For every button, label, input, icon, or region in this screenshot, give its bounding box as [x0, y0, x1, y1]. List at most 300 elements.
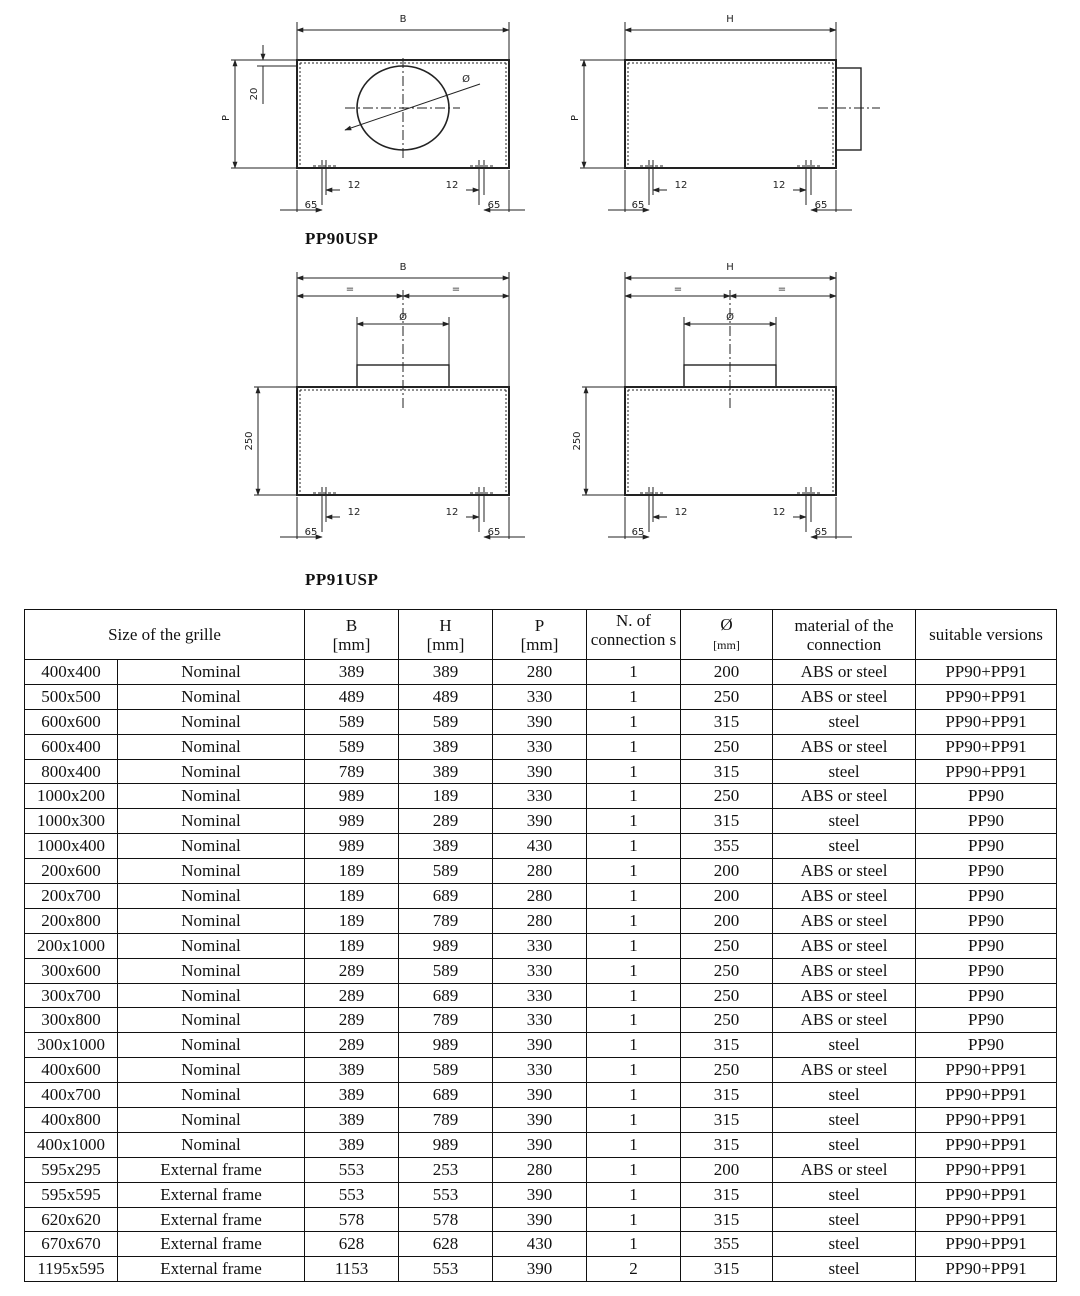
- pp91-side-view: [572, 262, 852, 539]
- table-row: [25, 1033, 1057, 1058]
- cell-h: 989: [399, 1033, 493, 1058]
- table-row: [25, 809, 1057, 834]
- cell-material: ABS or steel: [773, 983, 916, 1008]
- cell-material: steel: [773, 809, 916, 834]
- cell-p: 390: [493, 1033, 587, 1058]
- cell-b: 189: [305, 908, 399, 933]
- pp91-front-half-left: =: [345, 284, 355, 295]
- cell-diameter: 250: [681, 784, 773, 809]
- cell-material: steel: [773, 1232, 916, 1257]
- pp90-side-edge-left: 65: [631, 200, 645, 211]
- table-row: [25, 1157, 1057, 1182]
- cell-type: Nominal: [118, 958, 305, 983]
- cell-versions: PP90+PP91: [916, 1058, 1057, 1083]
- cell-h: 553: [399, 1182, 493, 1207]
- cell-b: 189: [305, 933, 399, 958]
- pp91-front-height-label: 250: [244, 431, 255, 451]
- cell-material: ABS or steel: [773, 1157, 916, 1182]
- cell-type: Nominal: [118, 809, 305, 834]
- cell-p: 330: [493, 684, 587, 709]
- cell-b: 289: [305, 983, 399, 1008]
- cell-p: 390: [493, 1108, 587, 1133]
- table-row: [25, 1232, 1057, 1257]
- pp90-front-view: [221, 14, 525, 212]
- cell-size: 1000x200: [25, 784, 118, 809]
- cell-versions: PP90+PP91: [916, 1207, 1057, 1232]
- cell-h: 389: [399, 660, 493, 685]
- pp91-front-width-label: B: [399, 262, 407, 273]
- pp90-front-edge-left: 65: [304, 200, 318, 211]
- cell-size: 1000x300: [25, 809, 118, 834]
- cell-type: Nominal: [118, 784, 305, 809]
- cell-size: 400x400: [25, 660, 118, 685]
- cell-diameter: 250: [681, 983, 773, 1008]
- cell-connections: 1: [587, 809, 681, 834]
- cell-p: 390: [493, 1083, 587, 1108]
- cell-p: 390: [493, 809, 587, 834]
- cell-material: steel: [773, 1033, 916, 1058]
- cell-material: steel: [773, 1132, 916, 1157]
- cell-versions: PP90+PP91: [916, 660, 1057, 685]
- cell-versions: PP90+PP91: [916, 684, 1057, 709]
- cell-size: 670x670: [25, 1232, 118, 1257]
- cell-connections: 1: [587, 1083, 681, 1108]
- cell-versions: PP90+PP91: [916, 759, 1057, 784]
- cell-p: 280: [493, 859, 587, 884]
- cell-p: 430: [493, 834, 587, 859]
- cell-connections: 1: [587, 784, 681, 809]
- cell-size: 600x600: [25, 709, 118, 734]
- cell-diameter: 315: [681, 759, 773, 784]
- cell-versions: PP90+PP91: [916, 1182, 1057, 1207]
- table-row: [25, 1182, 1057, 1207]
- cell-material: steel: [773, 1257, 916, 1282]
- cell-b: 189: [305, 859, 399, 884]
- header-p: P [mm]: [493, 610, 587, 660]
- cell-versions: PP90: [916, 908, 1057, 933]
- cell-material: steel: [773, 759, 916, 784]
- cell-versions: PP90+PP91: [916, 1257, 1057, 1282]
- table-row: [25, 933, 1057, 958]
- table-row: [25, 859, 1057, 884]
- cell-size: 620x620: [25, 1207, 118, 1232]
- cell-h: 589: [399, 958, 493, 983]
- cell-p: 280: [493, 908, 587, 933]
- cell-type: Nominal: [118, 1058, 305, 1083]
- cell-diameter: 315: [681, 1132, 773, 1157]
- cell-diameter: 200: [681, 859, 773, 884]
- cell-versions: PP90: [916, 933, 1057, 958]
- cell-type: External frame: [118, 1182, 305, 1207]
- cell-versions: PP90+PP91: [916, 1132, 1057, 1157]
- cell-b: 589: [305, 734, 399, 759]
- cell-b: 289: [305, 958, 399, 983]
- cell-material: ABS or steel: [773, 933, 916, 958]
- cell-size: 400x700: [25, 1083, 118, 1108]
- cell-size: 400x600: [25, 1058, 118, 1083]
- cell-material: ABS or steel: [773, 684, 916, 709]
- cell-connections: 1: [587, 1008, 681, 1033]
- cell-p: 390: [493, 1207, 587, 1232]
- cell-connections: 1: [587, 709, 681, 734]
- grille-spec-table: [24, 609, 1057, 1282]
- cell-diameter: 315: [681, 1182, 773, 1207]
- cell-h: 389: [399, 834, 493, 859]
- cell-type: Nominal: [118, 908, 305, 933]
- cell-p: 390: [493, 1257, 587, 1282]
- cell-b: 553: [305, 1182, 399, 1207]
- cell-p: 330: [493, 734, 587, 759]
- pp91-front-view: [244, 262, 525, 539]
- cell-connections: 1: [587, 1058, 681, 1083]
- cell-b: 589: [305, 709, 399, 734]
- cell-material: ABS or steel: [773, 1008, 916, 1033]
- cell-b: 789: [305, 759, 399, 784]
- cell-b: 389: [305, 660, 399, 685]
- cell-size: 300x800: [25, 1008, 118, 1033]
- pp90-front-gap-right: 12: [445, 180, 459, 191]
- technical-drawings: [0, 0, 1080, 600]
- cell-size: 1000x400: [25, 834, 118, 859]
- cell-connections: 1: [587, 1207, 681, 1232]
- pp91-side-half-right: =: [777, 284, 787, 295]
- cell-type: Nominal: [118, 759, 305, 784]
- cell-p: 330: [493, 958, 587, 983]
- cell-h: 578: [399, 1207, 493, 1232]
- cell-type: External frame: [118, 1232, 305, 1257]
- cell-b: 389: [305, 1083, 399, 1108]
- table-header-row: [25, 610, 1057, 660]
- cell-type: Nominal: [118, 1033, 305, 1058]
- cell-h: 689: [399, 1083, 493, 1108]
- pp90-front-width-label: B: [399, 14, 407, 25]
- table-row: [25, 734, 1057, 759]
- cell-b: 989: [305, 784, 399, 809]
- cell-type: Nominal: [118, 983, 305, 1008]
- cell-h: 589: [399, 1058, 493, 1083]
- cell-versions: PP90+PP91: [916, 1232, 1057, 1257]
- pp90-front-diameter-label: Ø: [462, 74, 470, 85]
- cell-b: 989: [305, 809, 399, 834]
- cell-type: Nominal: [118, 1132, 305, 1157]
- cell-connections: 2: [587, 1257, 681, 1282]
- pp91-side-gap-right: 12: [772, 507, 786, 518]
- cell-diameter: 355: [681, 1232, 773, 1257]
- cell-p: 280: [493, 660, 587, 685]
- cell-versions: PP90+PP91: [916, 1157, 1057, 1182]
- cell-h: 789: [399, 908, 493, 933]
- pp91-model-title: PP91USP: [305, 570, 379, 589]
- cell-versions: PP90+PP91: [916, 734, 1057, 759]
- header-h: H [mm]: [399, 610, 493, 660]
- cell-type: Nominal: [118, 884, 305, 909]
- cell-connections: 1: [587, 1232, 681, 1257]
- pp91-side-height-label: 250: [572, 431, 583, 451]
- cell-versions: PP90: [916, 809, 1057, 834]
- cell-connections: 1: [587, 660, 681, 685]
- cell-diameter: 315: [681, 1108, 773, 1133]
- table-row: [25, 660, 1057, 685]
- cell-h: 189: [399, 784, 493, 809]
- cell-size: 1195x595: [25, 1257, 118, 1282]
- header-material: material of the connection: [773, 610, 916, 660]
- cell-p: 330: [493, 1008, 587, 1033]
- cell-diameter: 315: [681, 709, 773, 734]
- cell-connections: 1: [587, 684, 681, 709]
- cell-h: 689: [399, 983, 493, 1008]
- table-row: [25, 1083, 1057, 1108]
- cell-connections: 1: [587, 1182, 681, 1207]
- cell-h: 589: [399, 859, 493, 884]
- cell-diameter: 315: [681, 1083, 773, 1108]
- table-row: [25, 684, 1057, 709]
- cell-p: 330: [493, 1058, 587, 1083]
- cell-connections: 1: [587, 734, 681, 759]
- cell-connections: 1: [587, 1132, 681, 1157]
- pp91-side-half-left: =: [673, 284, 683, 295]
- cell-versions: PP90: [916, 884, 1057, 909]
- cell-versions: PP90: [916, 784, 1057, 809]
- cell-material: ABS or steel: [773, 908, 916, 933]
- cell-connections: 1: [587, 983, 681, 1008]
- cell-type: External frame: [118, 1157, 305, 1182]
- table-row: [25, 1132, 1057, 1157]
- cell-b: 389: [305, 1058, 399, 1083]
- pp90-model-title: PP90USP: [305, 229, 379, 248]
- cell-versions: PP90+PP91: [916, 1108, 1057, 1133]
- cell-size: 200x1000: [25, 933, 118, 958]
- cell-material: ABS or steel: [773, 884, 916, 909]
- header-connections: N. of connection s: [587, 610, 681, 660]
- cell-versions: PP90+PP91: [916, 709, 1057, 734]
- cell-type: Nominal: [118, 709, 305, 734]
- cell-size: 400x1000: [25, 1132, 118, 1157]
- pp91-side-diameter-label: Ø: [726, 312, 734, 323]
- cell-type: Nominal: [118, 1108, 305, 1133]
- header-diameter: Ø [mm]: [681, 610, 773, 660]
- cell-h: 989: [399, 1132, 493, 1157]
- cell-connections: 1: [587, 884, 681, 909]
- cell-connections: 1: [587, 908, 681, 933]
- pp90-front-offset-label: 20: [249, 87, 260, 101]
- pp90-side-width-label: H: [726, 14, 734, 25]
- cell-p: 390: [493, 1132, 587, 1157]
- cell-h: 789: [399, 1108, 493, 1133]
- cell-size: 300x600: [25, 958, 118, 983]
- cell-size: 595x595: [25, 1182, 118, 1207]
- cell-diameter: 315: [681, 809, 773, 834]
- cell-size: 200x800: [25, 908, 118, 933]
- cell-diameter: 200: [681, 908, 773, 933]
- cell-material: ABS or steel: [773, 660, 916, 685]
- cell-h: 389: [399, 759, 493, 784]
- cell-material: steel: [773, 709, 916, 734]
- cell-diameter: 250: [681, 684, 773, 709]
- table-row: [25, 884, 1057, 909]
- cell-type: Nominal: [118, 660, 305, 685]
- cell-versions: PP90: [916, 1033, 1057, 1058]
- cell-p: 330: [493, 784, 587, 809]
- cell-b: 578: [305, 1207, 399, 1232]
- cell-h: 589: [399, 709, 493, 734]
- cell-versions: PP90: [916, 834, 1057, 859]
- cell-versions: PP90: [916, 1008, 1057, 1033]
- cell-type: Nominal: [118, 1083, 305, 1108]
- cell-diameter: 315: [681, 1033, 773, 1058]
- pp91-front-gap-right: 12: [445, 507, 459, 518]
- cell-diameter: 315: [681, 1257, 773, 1282]
- cell-connections: 1: [587, 1157, 681, 1182]
- cell-connections: 1: [587, 1033, 681, 1058]
- cell-connections: 1: [587, 759, 681, 784]
- header-versions: suitable versions: [916, 610, 1057, 660]
- pp91-front-edge-right: 65: [487, 527, 501, 538]
- cell-type: Nominal: [118, 1008, 305, 1033]
- cell-p: 330: [493, 983, 587, 1008]
- pp91-side-edge-right: 65: [814, 527, 828, 538]
- cell-connections: 1: [587, 958, 681, 983]
- cell-p: 390: [493, 759, 587, 784]
- cell-h: 628: [399, 1232, 493, 1257]
- cell-b: 553: [305, 1157, 399, 1182]
- header-size: Size of the grille: [25, 610, 305, 660]
- cell-b: 989: [305, 834, 399, 859]
- cell-diameter: 250: [681, 1058, 773, 1083]
- cell-h: 289: [399, 809, 493, 834]
- pp90-side-gap-right: 12: [772, 180, 786, 191]
- pp90-side-edge-right: 65: [814, 200, 828, 211]
- pp90-front-height-label: P: [221, 114, 232, 122]
- cell-diameter: 250: [681, 734, 773, 759]
- cell-material: ABS or steel: [773, 859, 916, 884]
- cell-material: ABS or steel: [773, 734, 916, 759]
- cell-diameter: 250: [681, 1008, 773, 1033]
- cell-diameter: 200: [681, 1157, 773, 1182]
- cell-h: 789: [399, 1008, 493, 1033]
- table-row: [25, 1257, 1057, 1282]
- cell-diameter: 355: [681, 834, 773, 859]
- cell-material: steel: [773, 1108, 916, 1133]
- pp91-side-width-label: H: [726, 262, 734, 273]
- cell-size: 595x295: [25, 1157, 118, 1182]
- cell-type: External frame: [118, 1257, 305, 1282]
- pp91-front-edge-left: 65: [304, 527, 318, 538]
- table-row: [25, 983, 1057, 1008]
- pp90-front-gap-left: 12: [347, 180, 361, 191]
- cell-size: 800x400: [25, 759, 118, 784]
- cell-size: 500x500: [25, 684, 118, 709]
- cell-diameter: 250: [681, 933, 773, 958]
- cell-versions: PP90: [916, 983, 1057, 1008]
- table-row: [25, 834, 1057, 859]
- cell-b: 628: [305, 1232, 399, 1257]
- header-b: B [mm]: [305, 610, 399, 660]
- cell-size: 300x1000: [25, 1033, 118, 1058]
- table-row: [25, 1108, 1057, 1133]
- table-row: [25, 709, 1057, 734]
- table-body: [25, 660, 1057, 1282]
- cell-versions: PP90: [916, 958, 1057, 983]
- cell-diameter: 200: [681, 884, 773, 909]
- cell-p: 390: [493, 1182, 587, 1207]
- cell-material: steel: [773, 834, 916, 859]
- pp90-side-view: [570, 14, 880, 212]
- cell-connections: 1: [587, 834, 681, 859]
- cell-b: 289: [305, 1033, 399, 1058]
- cell-type: Nominal: [118, 734, 305, 759]
- cell-connections: 1: [587, 1108, 681, 1133]
- pp91-front-gap-left: 12: [347, 507, 361, 518]
- cell-diameter: 200: [681, 660, 773, 685]
- cell-p: 330: [493, 933, 587, 958]
- cell-p: 390: [493, 709, 587, 734]
- cell-diameter: 315: [681, 1207, 773, 1232]
- cell-connections: 1: [587, 859, 681, 884]
- cell-b: 389: [305, 1108, 399, 1133]
- cell-h: 689: [399, 884, 493, 909]
- pp90-side-height-label: P: [570, 114, 581, 122]
- cell-material: steel: [773, 1083, 916, 1108]
- pp90-side-gap-left: 12: [674, 180, 688, 191]
- cell-type: Nominal: [118, 859, 305, 884]
- cell-b: 489: [305, 684, 399, 709]
- pp91-front-diameter-label: Ø: [399, 312, 407, 323]
- cell-h: 253: [399, 1157, 493, 1182]
- cell-type: Nominal: [118, 933, 305, 958]
- cell-material: steel: [773, 1182, 916, 1207]
- cell-material: ABS or steel: [773, 784, 916, 809]
- cell-connections: 1: [587, 933, 681, 958]
- cell-h: 553: [399, 1257, 493, 1282]
- cell-h: 489: [399, 684, 493, 709]
- pp91-side-gap-left: 12: [674, 507, 688, 518]
- cell-size: 400x800: [25, 1108, 118, 1133]
- cell-diameter: 250: [681, 958, 773, 983]
- cell-versions: PP90+PP91: [916, 1083, 1057, 1108]
- cell-material: ABS or steel: [773, 1058, 916, 1083]
- cell-size: 600x400: [25, 734, 118, 759]
- cell-b: 289: [305, 1008, 399, 1033]
- cell-size: 200x700: [25, 884, 118, 909]
- cell-versions: PP90: [916, 859, 1057, 884]
- pp91-front-half-right: =: [451, 284, 461, 295]
- pp91-side-edge-left: 65: [631, 527, 645, 538]
- cell-type: External frame: [118, 1207, 305, 1232]
- cell-b: 389: [305, 1132, 399, 1157]
- cell-type: Nominal: [118, 834, 305, 859]
- cell-h: 389: [399, 734, 493, 759]
- cell-material: steel: [773, 1207, 916, 1232]
- table-row: [25, 1008, 1057, 1033]
- table-row: [25, 1058, 1057, 1083]
- cell-p: 430: [493, 1232, 587, 1257]
- table-row: [25, 958, 1057, 983]
- cell-type: Nominal: [118, 684, 305, 709]
- pp90-front-edge-right: 65: [487, 200, 501, 211]
- cell-material: ABS or steel: [773, 958, 916, 983]
- table-row: [25, 1207, 1057, 1232]
- table-row: [25, 759, 1057, 784]
- table-row: [25, 908, 1057, 933]
- cell-size: 200x600: [25, 859, 118, 884]
- cell-b: 1153: [305, 1257, 399, 1282]
- cell-p: 280: [493, 1157, 587, 1182]
- cell-b: 189: [305, 884, 399, 909]
- cell-size: 300x700: [25, 983, 118, 1008]
- cell-h: 989: [399, 933, 493, 958]
- table-row: [25, 784, 1057, 809]
- cell-p: 280: [493, 884, 587, 909]
